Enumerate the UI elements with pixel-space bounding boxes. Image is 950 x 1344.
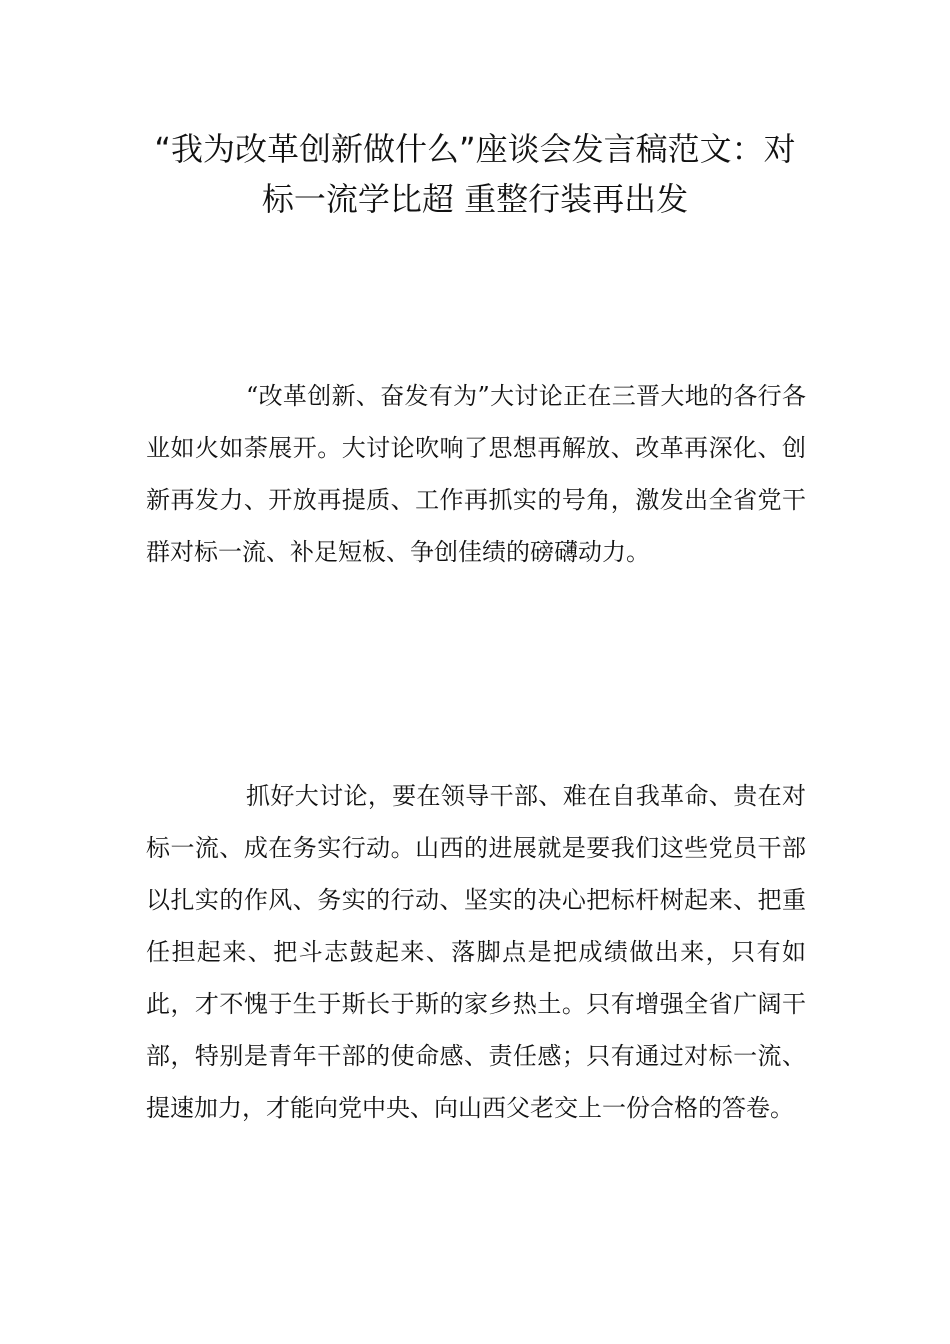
body-paragraph-1: “改革创新、奋发有为”大讨论正在三晋大地的各行各业如火如荼展开。大讨论吹响了思想再解放、改革再深化、创新再发力、开放再提质、工作再抓实的号角，激发出全省党干群对标一流、补足短板、争创佳绩的磅礴动力。 xyxy=(146,382,806,566)
body-paragraph-2: 抓好大讨论，要在领导干部、难在自我革命、贵在对标一流、成在务实行动。山西的进展就是要我们这些党员干部以扎实的作风、务实的行动、坚实的决心把标杆树起来、把重任担起来、把斗志鼓起来、落脚点是把成绩做出来，只有如此，才不愧于生于斯长于斯的家乡热土。只有增强全省广阔干部，特别是青年干部的使命感、责任感；只有通过对标一流、提速加力，才能向党中央、向山西父老交上一份合格的答卷。 xyxy=(146,782,806,1122)
document-title: “我为改革创新做什么”座谈会发言稿范文：对标一流学比超 重整行装再出发 xyxy=(154,130,796,218)
